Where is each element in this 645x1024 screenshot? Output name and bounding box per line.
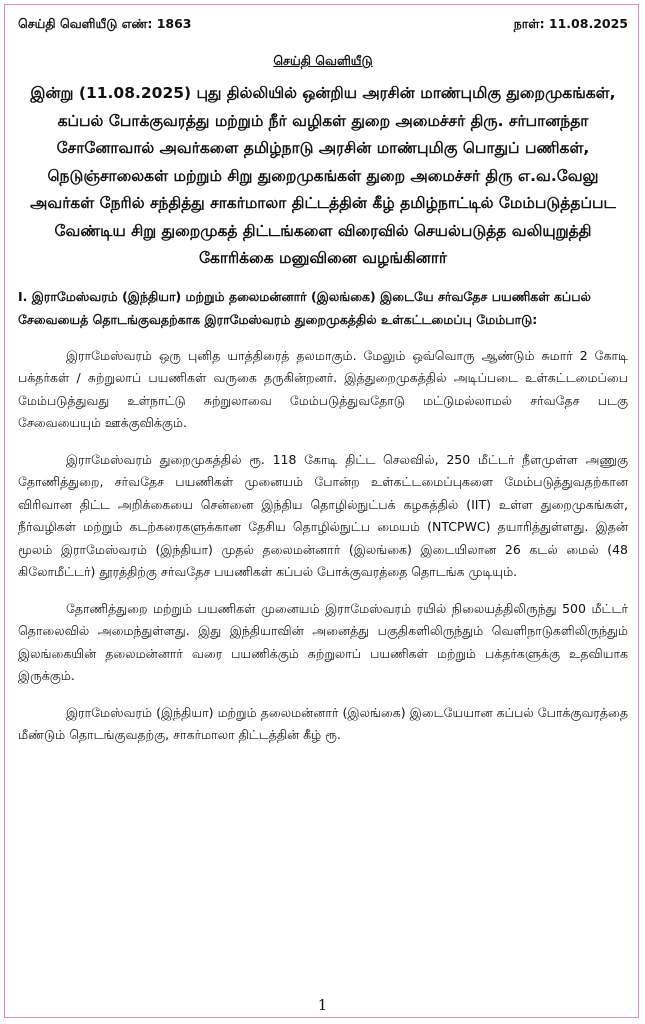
paragraph-4: இராமேஸ்வரம் (இந்தியா) மற்றும் தலைமன்னார் (இலங்கை) இடையேயான கப்பல் போக்குவரத்தை மீண்டும் தொடங்குவதற்கு, சாகர்மாலா திட்டத்தின் கீழ் ரூ.: [18, 704, 628, 742]
paragraph-1: இராமேஸ்வரம் ஒரு புனித யாத்திரைத் தலமாகும். மேலும் ஒவ்வொரு ஆண்டும் சுமார் 2 கோடி பக்தர்கள் / சுற்றுலாப் பயணிகள் வருகை தருகின்றனர். இத்துறைமுகத்தில் அடிப்படை உள்கட்டமைப்பை மேம்படுத்துவது உள்நாட்டு சுற்றுலாவை மேம்படுத்துவதோடு மட்டுமல்லாமல் சர்வதேச படகு சேவையையும் ஊக்குவிக்கும்.: [18, 347, 629, 430]
section-heading: I. இராமேஸ்வரம் (இந்தியா) மற்றும் தலைமன்னார் (இலங்கை) இடையே சர்வதேச பயணிகள் கப்பல் சேவையைத் தொடங்குவதற்காக இராமேஸ்வரம் துறைமுகத்தில் உள்கட்டமைப்பு மேம்பாடு:: [18, 288, 591, 327]
header-row: [18, 14, 628, 34]
page-number: 1: [317, 996, 328, 1014]
document-body: [18, 14, 628, 759]
press-release-heading: செய்தி வெளியீடு: [273, 53, 373, 68]
paragraph-3: தோணித்துறை மற்றும் பயணிகள் முனையம் இராமேஸ்வரம் ரயில் நிலையத்திலிருந்து 500 மீட்டர் தொலைவில் அமைந்துள்ளது. இது இந்தியாவின் அனைத்து பகுதிகளிலிருந்தும் வெளிநாடுகளிலிருந்தும் இலங்கையின் தலைமன்னார் வரை பயணிக்கும் சுற்றுலாப் பயணிகள் மற்றும் பக்தர்களுக்கு உதவியாக இருக்கும்.: [18, 600, 628, 683]
press-release-title: இன்று (11.08.2025) புது தில்லியில் ஒன்றிய அரசின் மாண்புமிகு துறைமுகங்கள், கப்பல் போக்குவரத்து மற்றும் நீர் வழிகள் துறை அமைச்சர் திரு. சர்பானந்தா சோனோவால் அவர்களை தமிழ்நாடு அரசின் மாண்புமிகு பொதுப் பணிகள், நெடுஞ்சாலைகள் மற்றும் சிறு துறைமுகங்கள் துறை அமைச்சர் திரு எ.வ.வேலு அவர்கள் நேரில் சந்தித்து சாகர்மாலா திட்டத்தின் கீழ் தமிழ்நாட்டில் மேம்படுத்தப்பட வேண்டிய சிறு துறைமுகத் திட்டங்களை விரைவில் செயல்படுத்த வலியுறுத்தி கோரிக்கை மனுவினை வழங்கினார்: [30, 84, 616, 267]
release-date: நாள்: 11.08.2025: [513, 16, 628, 31]
paragraph-2: இராமேஸ்வரம் துறைமுகத்தில் ரூ. 118 கோடி திட்ட செலவில், 250 மீட்டர் நீளமுள்ள அணுகு தோணித்துறை, சர்வதேச பயணிகள் முனையம் போன்ற உள்கட்டமைப்புகளை மேம்படுத்துவதற்கான விரிவான திட்ட அறிக்கையை சென்னை இந்திய தொழில்நுட்பக் கழகத்தில் (IIT) உள்ள துறைமுகங்கள், நீர்வழிகள் மற்றும் கடற்கரைகளுக்கான தேசிய தொழில்நுட்ப மையம் (NTCPWC) தயாரித்துள்ளது. இதன் மூலம் இராமேஸ்வரம் (இந்தியா) முதல் தலைமன்னார் (இலங்கை) இடையிலான 26 கடல் மைல் (48 கிலோமீட்டர்) தூரத்திற்கு சர்வதேச பயணிகள் கப்பல் போக்குவரத்தை தொடங்க முடியும்.: [18, 451, 628, 579]
release-number: செய்தி வெளியீடு எண்: 1863: [18, 16, 192, 31]
